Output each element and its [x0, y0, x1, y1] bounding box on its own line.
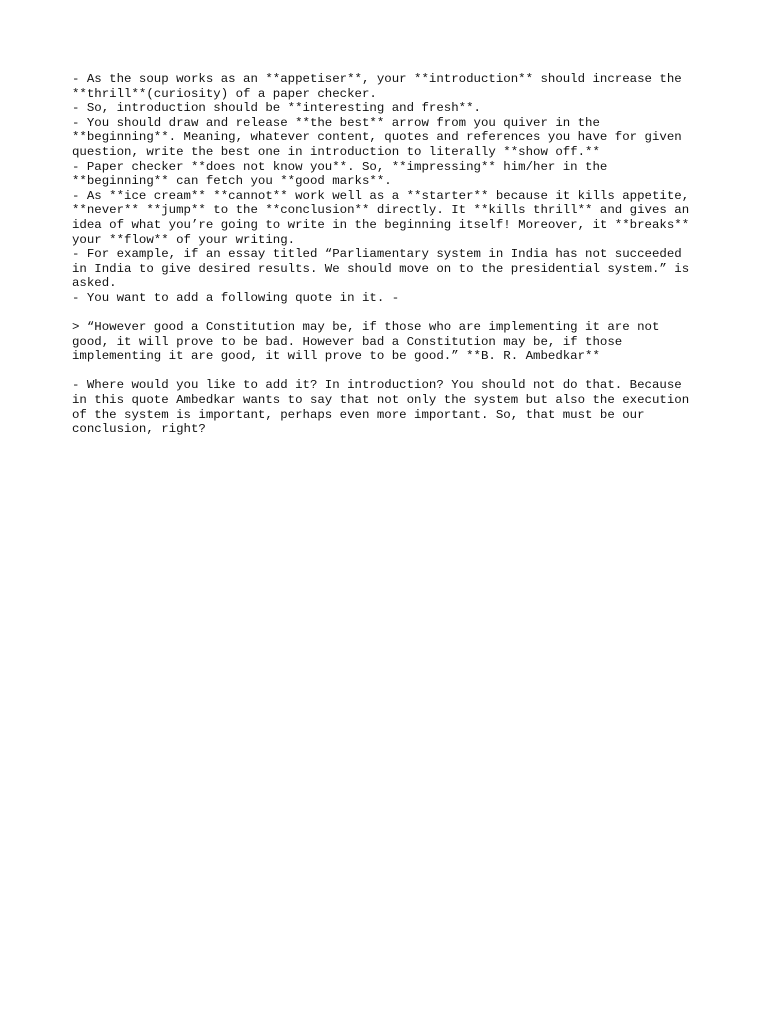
quote-line: > “However good a Constitution may be, if those who are implementing it are not: [72, 320, 660, 335]
text-line: idea of what you’re going to write in the beginning itself! Moreover, it **breaks**: [72, 217, 690, 232]
text-line: - So, introduction should be **interesting and fresh**.: [72, 101, 481, 116]
text-line: - As **ice cream** **cannot** work well as a **starter** because it kills appetite,: [72, 188, 690, 203]
text-line: - Paper checker **does not know you**. So, **impressing** him/her in the: [72, 159, 608, 174]
text-line: asked.: [72, 276, 117, 291]
text-line: in this quote Ambedkar wants to say that not only the system but also the execution: [72, 393, 690, 408]
text-line: your **flow** of your writing.: [72, 232, 296, 247]
text-line: - You want to add a following quote in it. -: [72, 290, 400, 305]
text-line: of the system is important, perhaps even more important. So, that must be our: [72, 407, 645, 422]
blank-line: [72, 364, 712, 379]
text-line: **beginning** can fetch you **good marks**.: [72, 174, 392, 189]
quote-line: good, it will prove to be bad. However bad a Constitution may be, if those: [72, 334, 623, 349]
text-line: - Where would you like to add it? In introduction? You should not do that. Because: [72, 378, 682, 393]
text-line: **never** **jump** to the **conclusion** directly. It **kills thrill** and gives an: [72, 203, 690, 218]
text-line: - For example, if an essay titled “Parliamentary system in India has not succeeded: [72, 247, 682, 262]
text-line: **beginning**. Meaning, whatever content, quotes and references you have for given: [72, 130, 682, 145]
text-line: in India to give desired results. We should move on to the presidential system.” is: [72, 261, 690, 276]
text-line: - As the soup works as an **appetiser**, your **introduction** should increase the: [72, 72, 682, 86]
text-line: - You should draw and release **the best** arrow from you quiver in the: [72, 115, 600, 130]
text-line: **thrill**(curiosity) of a paper checker.: [72, 86, 377, 101]
blank-line: [72, 306, 712, 321]
text-line: conclusion, right?: [72, 422, 206, 437]
text-line: question, write the best one in introduction to literally **show off.**: [72, 144, 600, 159]
document-text: [72, 72, 712, 437]
quote-line: implementing it are good, it will prove to be good.” **B. R. Ambedkar**: [72, 349, 600, 364]
